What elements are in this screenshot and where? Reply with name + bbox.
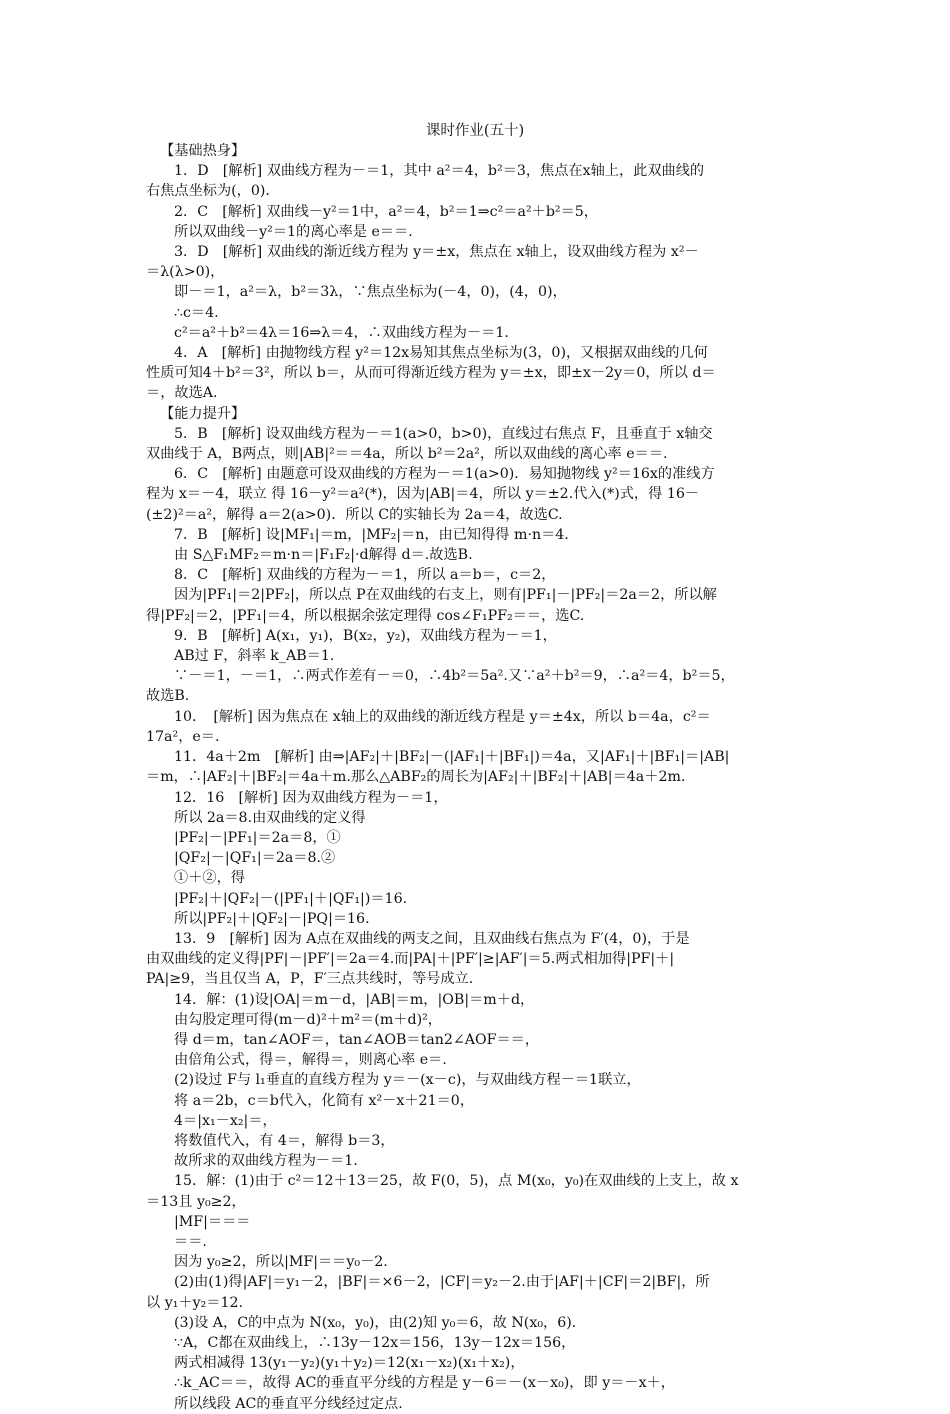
text-line: 13．9 [解析] 因为 A点在双曲线的两支之间，且双曲线右焦点为 F′(4，0)，于是 [174,930,690,947]
text-line: |MF|＝＝＝ [174,1213,251,1230]
text-line: ＝13且 y₀≥2， [146,1193,246,1210]
text-line: ∵A，C都在双曲线上，∴13y－12x＝156，13y－12x＝156， [174,1334,576,1351]
text-line: ∴c＝4. [174,304,219,321]
text-line: 由勾股定理可得(m－d)²＋m²＝(m＋d)²， [174,1011,442,1028]
text-line: ①＋②，得 [174,870,245,887]
text-line: 由 S△F₁MF₂＝m·n＝|F₁F₂|·d解得 d＝.故选B. [174,547,473,564]
text-line: (2)设过 F与 l₁垂直的直线方程为 y＝－(x－c)，与双曲线方程－＝1联立， [174,1072,641,1089]
text-line: 12．16 [解析] 因为双曲线方程为－＝1， [174,789,448,806]
page-title: 课时作业(五十) [425,123,525,139]
text-line: (3)设 A，C的中点为 N(x₀，y₀)，由(2)知 y₀＝6，故 N(x₀，6)． [174,1314,586,1331]
text-line: 4．A [解析] 由抛物线方程 y²＝12x易知其焦点坐标为(3，0)，又根据双曲线的几何 [174,345,708,362]
text-line: 由倍角公式，得＝，解得＝，则离心率 e＝. [174,1052,447,1069]
text-line: c²＝a²＋b²＝4λ＝16⇒λ＝4，∴双曲线方程为－＝1. [174,324,509,341]
text-line: 故所求的双曲线方程为－＝1. [174,1153,358,1170]
text-line: PA|≥9，当且仅当 A，P，F′三点共线时，等号成立. [146,971,474,988]
text-line: 3．D [解析] 双曲线的渐近线方程为 y＝±x，焦点在 x轴上，设双曲线方程为 x²－ [174,244,699,261]
text-line: ∴k_AC＝＝，故得 AC的垂直平分线的方程是 y－6＝－(x－x₀)，即 y＝－x＋， [174,1375,675,1392]
text-line: ＝m，∴|AF₂|＋|BF₂|＝4a＋m.那么△ABF₂的周长为|AF₂|＋|BF₂|＋|AB|＝4a＋2m. [146,769,686,786]
text-line: 10． [解析] 因为焦点在 x轴上的双曲线的渐近线方程是 y＝±4x，所以 b＝4a，c²＝ [174,708,711,725]
text-line: 两式相减得 13(y₁－y₂)(y₁＋y₂)＝12(x₁－x₂)(x₁＋x₂)， [174,1355,525,1372]
text-line: AB过 F，斜率 k_AB＝1. [174,648,335,665]
text-line: 5．B [解析] 设双曲线方程为－＝1(a>0，b>0)，直线过右焦点 F，且垂直于 x轴交 [174,425,713,442]
text-line: ＝＝. [174,1233,207,1250]
section-heading: 【基础热身】 [160,143,246,159]
text-line: 将数值代入，有 4＝，解得 b＝3， [174,1132,395,1149]
text-line: ＝λ(λ>0)， [146,264,225,281]
text-line: 2．C [解析] 双曲线－y²＝1中，a²＝4，b²＝1⇒c²＝a²＋b²＝5， [174,203,598,220]
text-line: 7．B [解析] 设|MF₁|＝m，|MF₂|＝n，由已知得得 m·n＝4. [174,526,569,543]
text-line: 9．B [解析] A(x₁，y₁)，B(x₂，y₂)，双曲线方程为－＝1， [174,627,557,644]
answer-body [146,141,810,1414]
text-line: 故选B. [146,688,190,705]
text-line: 所以线段 AC的垂直平分线经过定点. [174,1395,403,1412]
text-line: 由双曲线的定义得|PF|－|PF′|＝2a＝4.而|PA|＋|PF′|≥|AF′|＝5.两式相加得|PF|＋| [146,951,675,968]
text-line: 即－＝1，a²＝λ，b²＝3λ，∵焦点坐标为(－4，0)，(4，0)， [174,284,567,301]
text-line: 4＝|x₁－x₂|＝， [174,1112,277,1129]
text-line: 将 a＝2b，c＝b代入，化简有 x²－x＋21＝0， [174,1092,475,1109]
text-line: 6．C [解析] 由题意可设双曲线的方程为－＝1(a>0)．易知抛物线 y²＝16x的准线方 [174,466,715,483]
text-line: 11．4a＋2m [解析] 由⇒|AF₂|＋|BF₂|－(|AF₁|＋|BF₁|)＝4a，又|AF₁|＋|BF₁|＝|AB| [174,749,730,766]
text-line: 得|PF₂|＝2，|PF₁|＝4，所以根据余弦定理得 cos∠F₁PF₂＝＝，选C. [146,607,585,624]
text-line: ＝，故选A. [146,385,218,402]
text-line: 15．解：(1)由于 c²＝12＋13＝25，故 F(0，5)，点 M(x₀，y₀)在双曲线的上支上，故 x [174,1173,739,1190]
text-line: 8．C [解析] 双曲线的方程为－＝1，所以 a＝b＝，c＝2， [174,567,556,584]
text-line: 以 y₁＋y₂＝12. [146,1294,244,1311]
text-line: 得 d＝m，tan∠AOF＝，tan∠AOB＝tan2∠AOF＝＝， [174,1031,540,1048]
section-heading: 【能力提升】 [160,405,246,422]
text-line: |PF₂|＋|QF₂|－(|PF₁|＋|QF₁|)＝16. [174,890,408,907]
text-line: 1．D [解析] 双曲线方程为－＝1，其中 a²＝4，b²＝3，焦点在x轴上，此双曲线的 [174,163,705,180]
text-line: 17a²，e＝. [146,728,220,745]
text-line: |QF₂|－|QF₁|＝2a＝8.② [174,850,336,867]
text-line: 双曲线于 A，B两点，则|AB|²＝＝4a，所以 b²＝2a²，所以双曲线的离心率 e＝＝. [146,446,668,463]
text-line: 因为 y₀≥2，所以|MF|＝＝y₀－2. [174,1254,388,1271]
text-line: 所以双曲线－y²＝1的离心率是 e＝＝． [174,223,423,240]
text-line: 因为|PF₁|＝2|PF₂|，所以点 P在双曲线的右支上，则有|PF₁|－|PF₂|＝2a＝2，所以解 [174,587,717,604]
text-line: 所以|PF₂|＋|QF₂|－|PQ|＝16. [174,910,370,927]
text-line: 14．解：(1)设|OA|＝m－d，|AB|＝m，|OB|＝m＋d， [174,991,535,1008]
text-line: 右焦点坐标为(，0)． [146,183,280,200]
text-line: ∵－＝1，－＝1，∴两式作差有－＝0，∴4b²＝5a².又∵a²＋b²＝9，∴a²＝4，b²＝5， [174,668,735,685]
text-line: (±2)²＝a²，解得 a＝2(a>0)．所以 C的实轴长为 2a＝4，故选C. [146,506,563,523]
text-line: 所以 2a＝8.由双曲线的定义得 [174,809,366,826]
text-line: 性质可知4＋b²＝3²，所以 b＝，从而可得渐近线方程为 y＝±x，即±x－2y＝0，所以 d＝ [146,365,716,382]
text-line: |PF₂|－|PF₁|＝2a＝8，① [174,829,341,846]
text-line: 程为 x＝－4，联立 得 16－y²＝a²(*)，因为|AB|＝4，所以 y＝±2.代入(*)式，得 16－ [146,486,700,503]
text-line: (2)由(1)得|AF|＝y₁－2，|BF|＝×6－2，|CF|＝y₂－2.由于|AF|＋|CF|＝2|BF|，所 [174,1274,710,1291]
